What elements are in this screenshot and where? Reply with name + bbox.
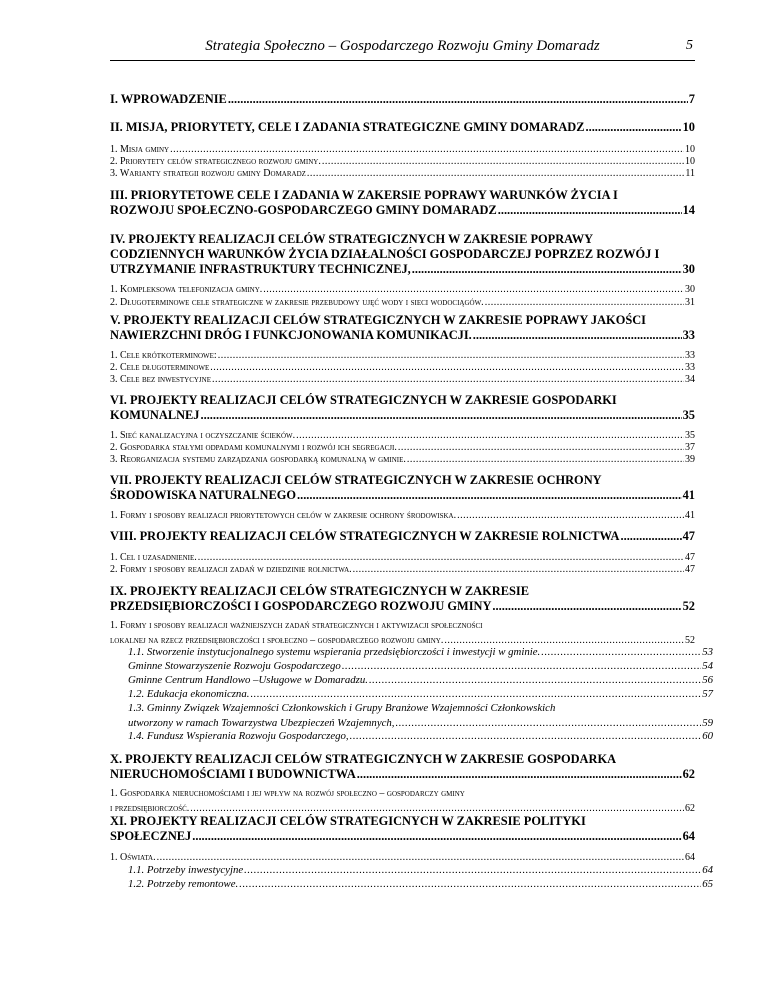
dot-leader	[457, 508, 684, 523]
dot-leader	[239, 877, 701, 892]
toc-entry-section-10[interactable]	[110, 752, 695, 782]
toc-entry-section-9[interactable]	[110, 584, 695, 614]
toc-entry-subsubsection[interactable]	[110, 877, 713, 892]
toc-entry-title-line: UTRZYMANIE INFRASTRUKTURY TECHNICZNEJ,	[110, 262, 411, 276]
toc-entry-title-line: ROZWOJU SPOŁECZNO-GOSPODARCZEGO GMINY DOMARADZ	[110, 203, 497, 217]
toc-entry-subsection[interactable]	[110, 295, 695, 310]
toc-entry-subsubsection[interactable]	[110, 645, 713, 660]
toc-entry-title: 1. Cele krótkoterminowe:	[110, 350, 217, 361]
toc-entry-title-line: XI. PROJEKTY REALIZACJI CELÓW STRATEGICNYCH W ZAKRESIE POLITYKI	[110, 814, 586, 828]
toc-entry-subsubsection[interactable]	[110, 863, 713, 878]
toc-entry-subsection[interactable]	[110, 372, 695, 387]
toc-entry-title: 2. Długoterminowe cele strategiczne w zakresie przebudowy ujęć wody i sieci wodociągów.	[110, 297, 484, 308]
toc-entry-title-line: NAWIERZCHNI DRÓG I FUNKCJONOWANIA KOMUNIKACJI.	[110, 328, 472, 342]
toc-page-number: 11	[685, 168, 695, 179]
dot-leader	[621, 529, 682, 544]
toc-page-number: 52	[685, 635, 695, 646]
toc-page-number: 10	[685, 156, 695, 167]
toc-entry-title: 1.2. Potrzeby remontowe.	[128, 878, 239, 890]
toc-entry-title: 2. Formy i sposoby realizacji zadań w dziedzinie rolnictwa.	[110, 564, 352, 575]
toc-entry-title: 1. Formy i sposoby realizacji priorytetowych celów w zakresie ochrony środowiska.	[110, 510, 457, 521]
dot-leader	[407, 452, 684, 467]
toc-page-number: 59	[702, 717, 713, 729]
dot-leader	[244, 863, 701, 878]
toc-entry-subsubsection[interactable]	[110, 729, 713, 744]
toc-page-number: 30	[682, 262, 695, 276]
toc-entry-title-line: 1. Formy i sposoby realizacji ważniejszych zadań strategicznych i aktywizacji społeczności	[110, 620, 483, 631]
toc-entry-title: 1. Oświata.	[110, 852, 156, 863]
dot-leader	[307, 166, 684, 181]
toc-entry-title: VIII. PROJEKTY REALIZACJI CELÓW STRATEGICZNYCH W ZAKRESIE ROLNICTWA	[110, 529, 620, 543]
dot-leader	[192, 829, 681, 844]
dot-leader	[228, 92, 688, 107]
toc-entry-title: I. WPROWADZENIE	[110, 92, 227, 106]
toc-page-number: 41	[682, 488, 695, 502]
toc-entry-title-line: lokalnej na rzecz przedsiębiorczości i społeczno – gospodarczego rozwoju gminy.	[110, 635, 444, 646]
toc-page-number: 54	[702, 660, 713, 672]
dot-leader	[201, 408, 682, 423]
dot-leader	[369, 673, 701, 688]
toc-entry-subsubsection[interactable]	[110, 687, 713, 702]
toc-entry-subsection[interactable]	[110, 452, 695, 467]
toc-entry-title: 1. Sieć kanalizacyjna i oczyszczanie ścieków.	[110, 430, 296, 441]
dot-leader	[212, 372, 684, 387]
toc-page-number: 64	[682, 829, 695, 843]
toc-entry-title: 1. Misja gminy	[110, 144, 170, 155]
toc-page-number: 62	[682, 767, 695, 781]
toc-page-number: 33	[685, 350, 695, 361]
toc-entry-title-line: VI. PROJEKTY REALIZACJI CELÓW STRATEGICZNYCH W ZAKRESIE GOSPODARKI	[110, 393, 617, 407]
dot-leader	[412, 262, 682, 277]
toc-page-number: 47	[682, 529, 695, 543]
toc-entry-subsubsection[interactable]	[110, 673, 713, 688]
toc-entry-title: Gminne Centrum Handlowo –Usługowe w Domaradzu.	[128, 674, 368, 686]
dot-leader	[586, 120, 682, 135]
toc-entry-section-5[interactable]	[110, 313, 695, 343]
toc-entry-subsubsection[interactable]	[110, 701, 713, 731]
toc-page-number: 52	[682, 599, 695, 613]
toc-entry-title: II. MISJA, PRIORYTETY, CELE I ZADANIA STRATEGICZNE GMINY DOMARADZ	[110, 120, 585, 134]
toc-page-number: 47	[685, 564, 695, 575]
toc-entry-title-line: KOMUNALNEJ	[110, 408, 200, 422]
toc-entry-subsection[interactable]	[110, 786, 695, 816]
toc-entry-title: 1. Cel i uzasadnienie.	[110, 552, 197, 563]
dot-leader	[485, 295, 684, 310]
toc-entry-section-1[interactable]	[110, 92, 695, 107]
toc-entry-title: 1. Kompleksowa telefonizacja gminy.	[110, 284, 263, 295]
toc-page-number: 30	[685, 284, 695, 295]
dot-leader	[357, 767, 682, 782]
toc-entry-subsection[interactable]	[110, 508, 695, 523]
toc-page-number: 47	[685, 552, 695, 563]
toc-entry-title-line: NIERUCHOMOŚCIAMI I BUDOWNICTWA	[110, 767, 356, 781]
toc-entry-title-line: VII. PROJEKTY REALIZACJI CELÓW STRATEGICZNYCH W ZAKRESIE OCHRONY	[110, 473, 602, 487]
toc-page-number: 65	[702, 878, 713, 890]
toc-entry-title-line: 1.3. Gminny Związek Wzajemności Członkowskich i Grupy Branżowe Wzajemności Członkowskich	[128, 702, 556, 714]
toc-page-number: 62	[685, 803, 695, 814]
toc-entry-section-3[interactable]	[110, 188, 695, 218]
toc-entry-title: 1.1. Stworzenie instytucjonalnego systemu wspierania przedsiębiorczości i inwestycji w gminie.	[128, 646, 541, 658]
toc-page-number: 33	[682, 328, 695, 342]
toc-page-number: 31	[685, 297, 695, 308]
toc-page-number: 33	[685, 362, 695, 373]
toc-page-number: 37	[685, 442, 695, 453]
toc-page-number: 56	[702, 674, 713, 686]
toc-entry-title: 2. Cele długoterminowe	[110, 362, 210, 373]
page-number: 5	[686, 38, 693, 53]
dot-leader	[353, 562, 684, 577]
dot-leader	[297, 488, 682, 503]
toc-entry-section-6[interactable]	[110, 393, 695, 423]
toc-entry-title-line: ŚRODOWISKA NATURALNEGO	[110, 488, 297, 502]
toc-entry-title: 2. Gospodarka stałymi odpadami komunalnymi i rozwój ich segregacji.	[110, 442, 397, 453]
toc-page-number: 14	[682, 203, 695, 217]
toc-page-number: 57	[702, 688, 713, 700]
page-header	[110, 34, 695, 61]
toc-page-number: 10	[682, 120, 695, 134]
toc-entry-subsection[interactable]	[110, 562, 695, 577]
toc-page-number: 7	[688, 92, 695, 106]
dot-leader	[342, 659, 701, 674]
toc-entry-title: Gminne Stowarzyszenie Rozwoju Gospodarczego	[128, 660, 341, 672]
toc-entry-title-line: IV. PROJEKTY REALIZACJI CELÓW STRATEGICZNYCH W ZAKRESIE POPRAWY	[110, 232, 594, 246]
toc-page-number: 35	[685, 430, 695, 441]
toc-entry-section-11[interactable]	[110, 814, 695, 844]
toc-page-number: 41	[685, 510, 695, 521]
toc-entry-section-8[interactable]	[110, 529, 695, 544]
toc-entry-title-line: i przedsiębiorczość.	[110, 803, 190, 814]
toc-entry-title: 1.2. Edukacja ekonomiczna.	[128, 688, 250, 700]
dot-leader	[492, 599, 681, 614]
toc-entry-title-line: 1. Gospodarka nieruchomościami i jej wpływ na rozwój społeczno – gospodarczy gminy	[110, 788, 465, 799]
toc-entry-subsection[interactable]	[110, 618, 695, 648]
dot-leader	[350, 729, 702, 744]
toc-page-number: 34	[685, 374, 695, 385]
toc-entry-subsubsection[interactable]	[110, 659, 713, 674]
toc-page-number: 35	[682, 408, 695, 422]
dot-leader	[498, 203, 682, 218]
dot-leader	[541, 645, 701, 660]
toc-entry-title-line: SPOŁECZNEJ	[110, 829, 192, 843]
toc-entry-title-line: X. PROJEKTY REALIZACJI CELÓW STRATEGICZNYCH W ZAKRESIE GOSPODARKA	[110, 752, 617, 766]
toc-entry-section-4[interactable]	[110, 232, 695, 277]
toc-entry-title-line: IX. PROJEKTY REALIZACJI CELÓW STRATEGICZNYCH W ZAKRESIE	[110, 584, 529, 598]
toc-entry-title-line: V. PROJEKTY REALIZACJI CELÓW STRATEGICZNYCH W ZAKRESIE POPRAWY JAKOŚCI	[110, 313, 646, 327]
toc-page-number: 53	[702, 646, 713, 658]
toc-entry-section-7[interactable]	[110, 473, 695, 503]
toc-entry-title-line: utworzony w ramach Towarzystwa Ubezpieczeń Wzajemnych,	[128, 717, 395, 729]
toc-page-number: 39	[685, 454, 695, 465]
toc-entry-title-line: III. PRIORYTETOWE CELE I ZADANIA W ZAKERSIE POPRAWY WARUNKÓW ŻYCIA I	[110, 188, 618, 202]
toc-page-number: 64	[702, 864, 713, 876]
toc-entry-title: 3. Reorganizacja systemu zarządzania gospodarką komunalną w gminie.	[110, 454, 406, 465]
dot-leader	[250, 687, 701, 702]
toc-page-number: 64	[685, 852, 695, 863]
toc-entry-title: 2. Priorytety celów strategicznego rozwoju gminy.	[110, 156, 321, 167]
dot-leader	[473, 328, 682, 343]
toc-page-number: 10	[685, 144, 695, 155]
toc-entry-title: 3. Warianty strategii rozwoju gminy Domaradz	[110, 168, 306, 179]
toc-entry-title: 3. Cele bez inwestycyjne	[110, 374, 211, 385]
toc-entry-title-line: CODZIENNYCH WARUNKÓW ŻYCIA DZIAŁALNOŚCI GOSPODARCZEJ POPRZEZ ROZWÓJ I	[110, 247, 660, 261]
toc-entry-title: 1.1. Potrzeby inwestycyjne	[128, 864, 244, 876]
toc-page-number: 60	[702, 730, 713, 742]
toc-entry-section-2[interactable]	[110, 120, 695, 135]
toc-entry-title-line: PRZEDSIĘBIORCZOŚCI I GOSPODARCZEGO ROZWOJU GMINY	[110, 599, 492, 613]
document-title: Strategia Społeczno – Gospodarczego Rozwoju Gminy Domaradz	[205, 38, 600, 54]
toc-entry-subsection[interactable]	[110, 166, 695, 181]
toc-entry-title: 1.4. Fundusz Wspierania Rozwoju Gospodarczego,	[128, 730, 349, 742]
